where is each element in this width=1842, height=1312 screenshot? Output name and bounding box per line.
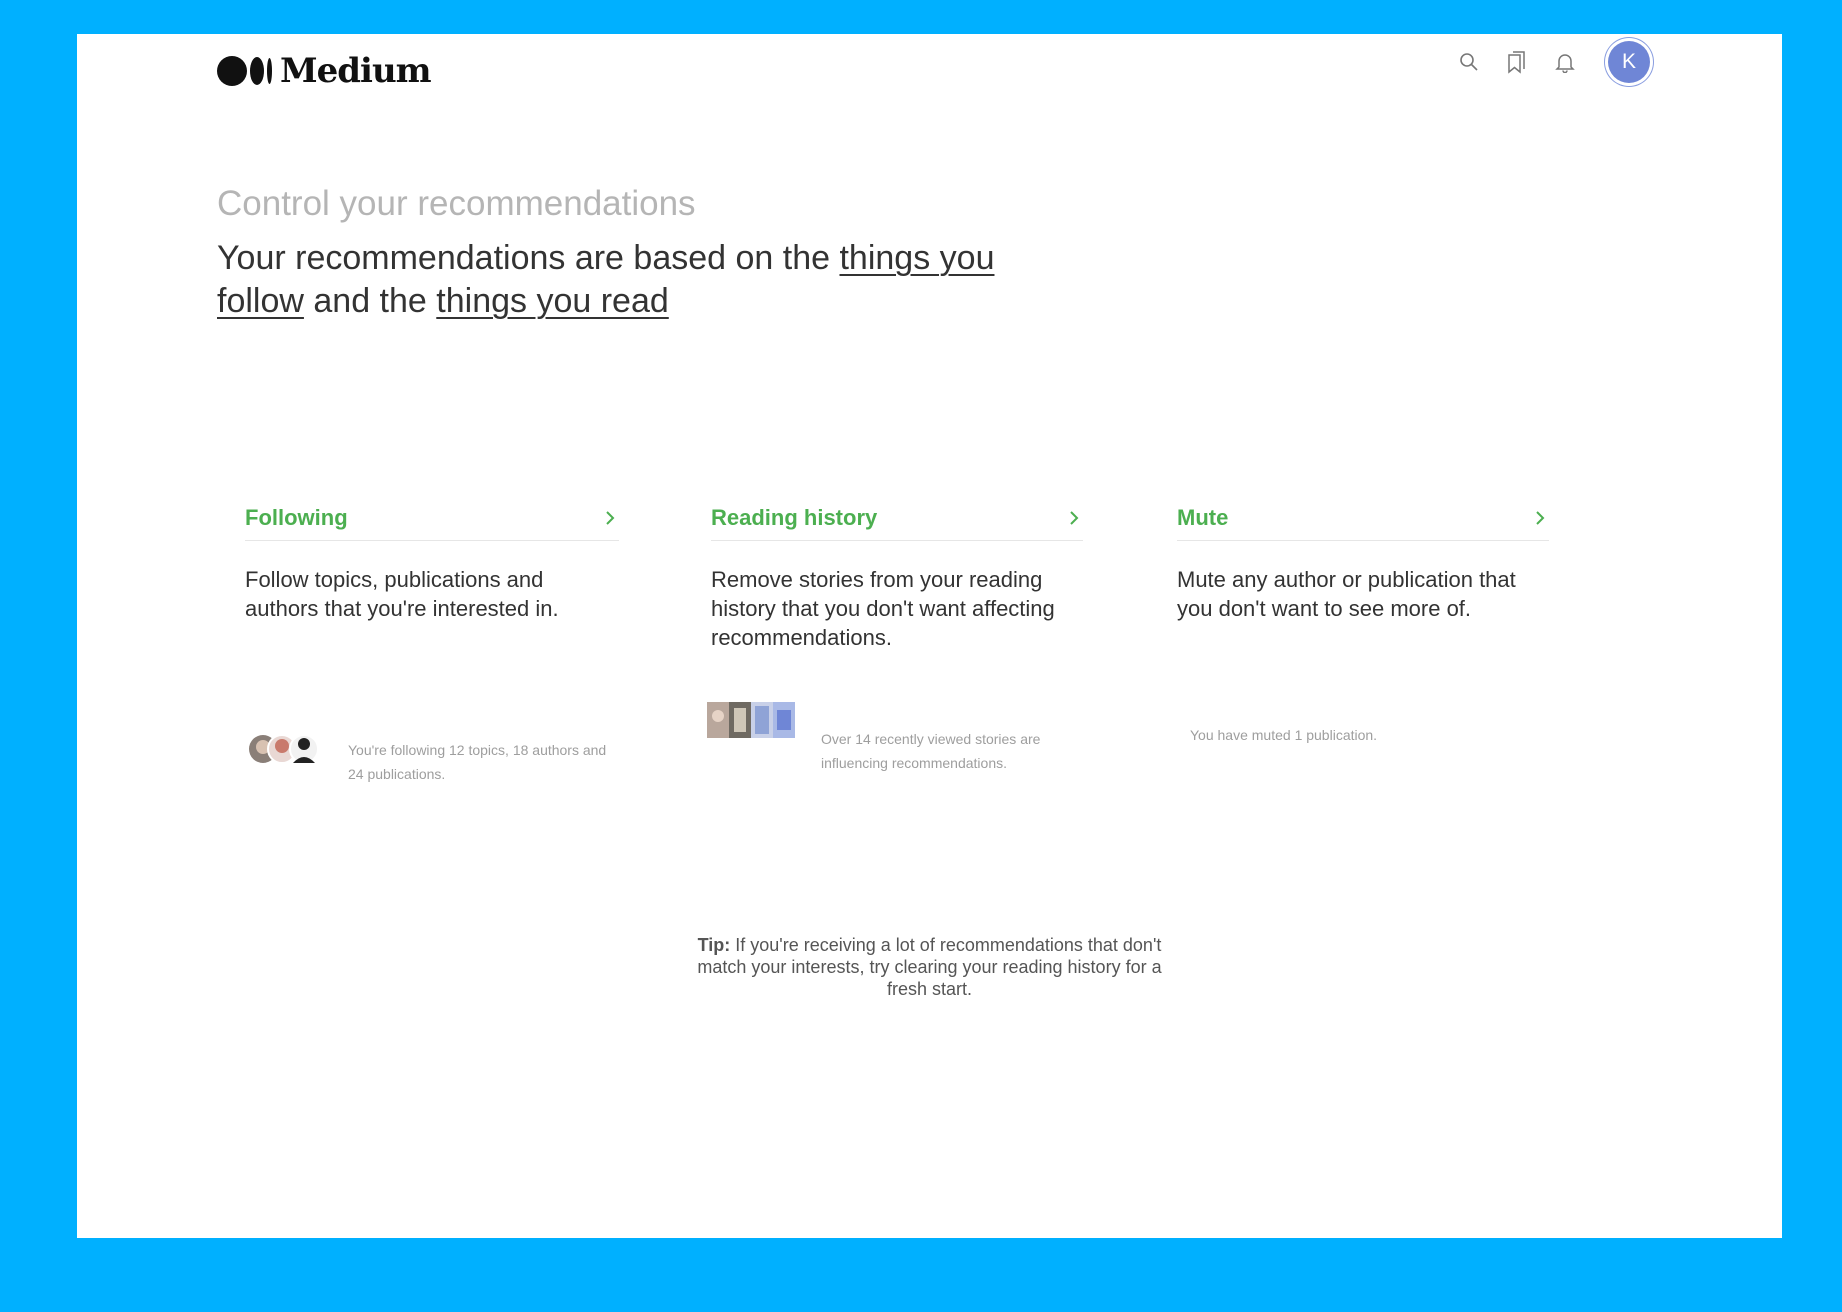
- page-title: [217, 237, 1017, 323]
- mute-card-header[interactable]: [1177, 496, 1549, 541]
- reading-history-title: Reading history: [711, 505, 878, 530]
- headline-prefix: Your recommendations are based on the: [217, 239, 840, 277]
- mute-meta: You have muted 1 publication.: [1190, 727, 1378, 743]
- tip-label: Tip:: [697, 935, 731, 955]
- top-bar: [77, 34, 1782, 124]
- reading-history-description: Remove stories from your reading history that you don't want affecting recommendations.: [711, 567, 1055, 650]
- page: [77, 34, 1782, 1238]
- followed-avatars-image: [249, 729, 329, 769]
- mute-title: Mute: [1177, 505, 1229, 530]
- top-actions: [1456, 41, 1650, 83]
- things-you-follow-link[interactable]: things you follow: [217, 239, 995, 320]
- bookmarks-icon[interactable]: [1504, 49, 1530, 75]
- reading-history-card-header[interactable]: [711, 496, 1083, 541]
- medium-logo-mark: [217, 56, 272, 86]
- avatar[interactable]: K: [1608, 41, 1650, 83]
- following-title: Following: [245, 505, 348, 530]
- following-card: [245, 496, 619, 623]
- recent-story-thumbnails: [707, 700, 795, 740]
- chevron-right-icon: [1065, 509, 1083, 527]
- medium-logo[interactable]: [217, 46, 431, 96]
- mute-description: Mute any author or publication that you don't want to see more of.: [1177, 567, 1516, 621]
- bell-icon[interactable]: [1552, 49, 1578, 75]
- followed-avatars: [249, 729, 329, 769]
- recent-story-thumbnails-image: [707, 700, 795, 740]
- following-meta: You're following 12 topics, 18 authors and 24 publications.: [348, 742, 607, 782]
- mute-card: [1177, 496, 1549, 623]
- reading-history-meta: Over 14 recently viewed stories are influencing recommendations.: [821, 731, 1041, 771]
- following-description: Follow topics, publications and authors that you're interested in.: [245, 567, 559, 621]
- reading-history-card: [711, 496, 1083, 652]
- headline-mid: and the: [303, 282, 437, 320]
- page-kicker: Control your recommendations: [217, 184, 696, 223]
- search-icon[interactable]: [1456, 49, 1482, 75]
- tip-text: [677, 934, 1182, 1000]
- things-you-read-link[interactable]: things you read: [436, 282, 669, 320]
- chevron-right-icon: [1531, 509, 1549, 527]
- tip-body: If you're receiving a lot of recommendations that don't match your interests, try clearing your reading history for a fresh start.: [697, 935, 1162, 999]
- brand-name: Medium: [280, 51, 431, 91]
- chevron-right-icon: [601, 509, 619, 527]
- following-card-header[interactable]: [245, 496, 619, 541]
